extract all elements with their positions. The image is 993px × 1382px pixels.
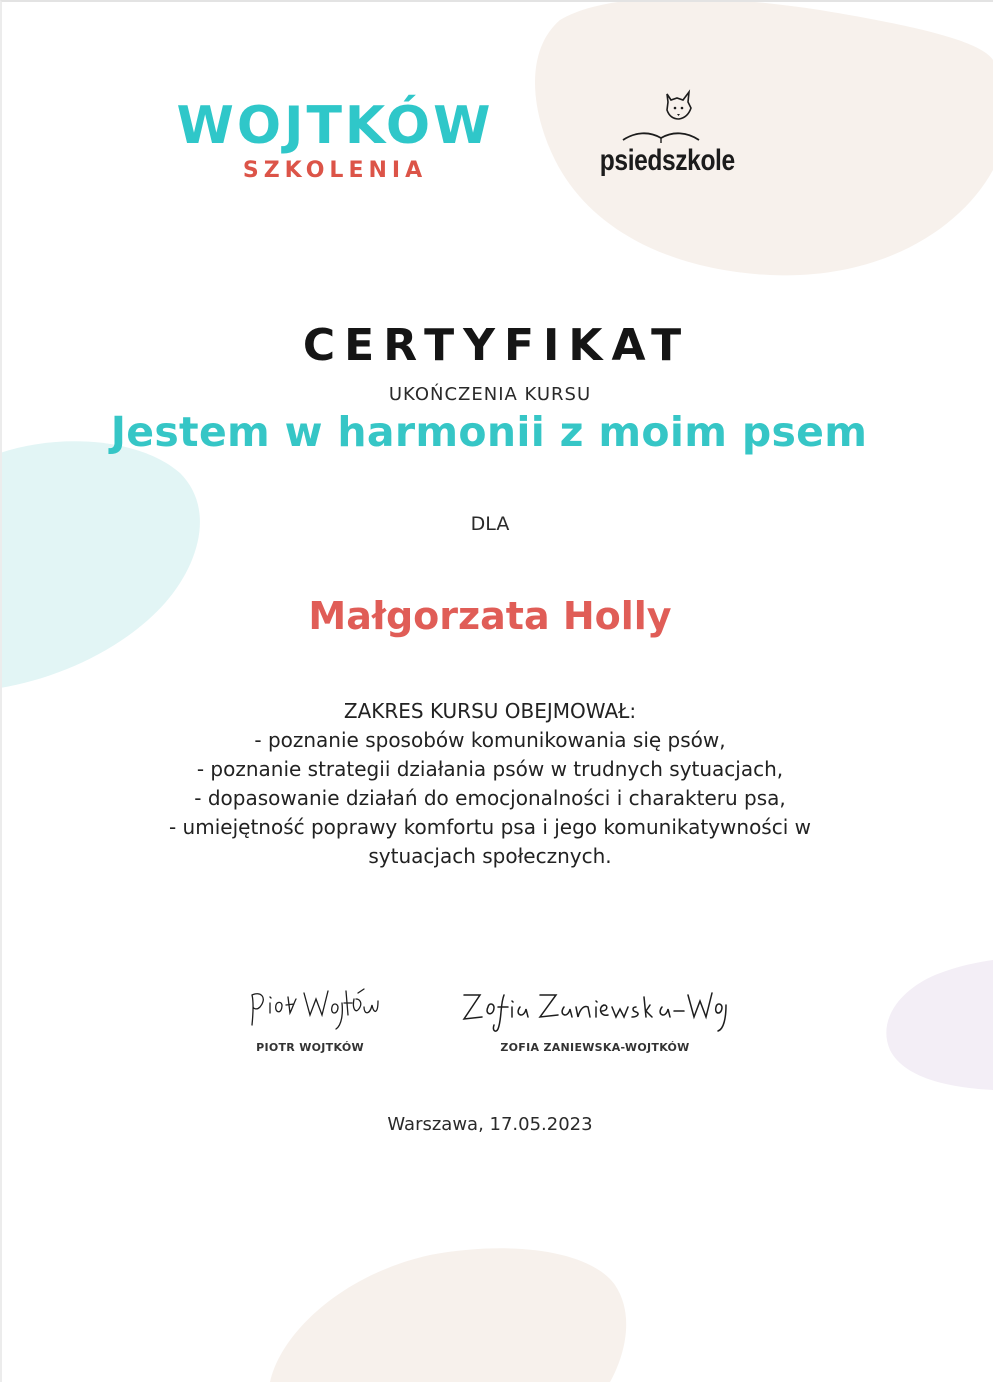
course-scope <box>90 697 890 871</box>
signatory-name: PIOTR WOJTKÓW <box>256 1041 364 1054</box>
certificate-title: CERTYFIKAT <box>302 320 691 371</box>
signatory-name: ZOFIA ZANIEWSKA-WOJTKÓW <box>500 1041 690 1054</box>
scope-item: - dopasowanie działań do emocjonalności i charakteru psa, <box>194 786 786 810</box>
place-and-date: Warszawa, 17.05.2023 <box>387 1114 593 1135</box>
signature-block-piotr <box>230 985 390 1054</box>
scope-item: - poznanie strategii działania psów w trudnych sytuacjach, <box>196 757 784 781</box>
logo-szkolenia-text: SZKOLENIA <box>242 158 428 183</box>
scope-item: sytuacjach społecznych. <box>368 844 612 868</box>
signature-block-zofia <box>440 985 750 1054</box>
for-label: DLA <box>470 513 510 535</box>
dog-reading-book-icon <box>615 86 705 146</box>
certificate-subtitle: UKOŃCZENIA KURSU <box>388 384 592 405</box>
signature-zofia-image <box>450 985 740 1035</box>
logo-wojtkow-text: WOJTKÓW <box>176 96 494 156</box>
signature-piotr-image <box>240 985 380 1035</box>
psiedszkole-logo <box>585 86 735 178</box>
course-name: Jestem w harmonii z moim psem <box>110 408 868 456</box>
background-blob-teal-left <box>0 438 205 688</box>
logo-psiedszkole-text: psiedszkole <box>599 144 735 177</box>
background-blob-beige-bottom <box>250 1245 630 1382</box>
scope-heading: ZAKRES KURSU OBEJMOWAŁ: <box>343 699 637 723</box>
recipient-name: Małgorzata Holly <box>308 594 672 638</box>
scope-item: - poznanie sposobów komunikowania się psów, <box>254 728 726 752</box>
wojtkow-szkolenia-logo <box>170 98 500 186</box>
scope-item: - umiejętność poprawy komfortu psa i jego komunikatywności w <box>168 815 811 839</box>
background-blob-lavender-right <box>885 960 993 1090</box>
